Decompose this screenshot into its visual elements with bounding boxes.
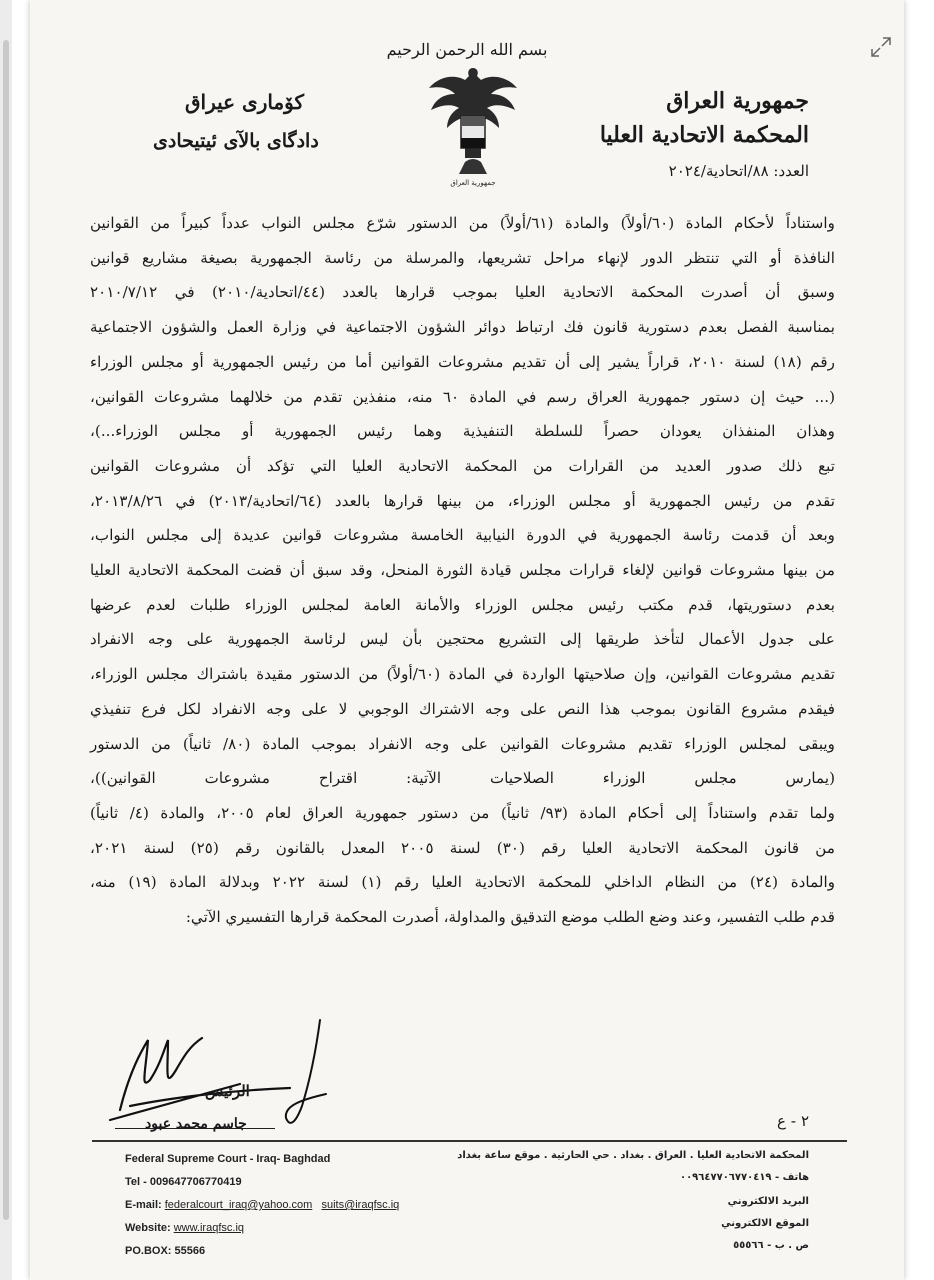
signatory-name: جاسم محمد عبود bbox=[145, 1116, 247, 1132]
court-title-kurdish: دادگاى بالآى ئيتيحادى bbox=[153, 130, 319, 152]
footer-pobox: PO.BOX: 55566 bbox=[125, 1245, 206, 1257]
country-title-kurdish: كۆمارى عيراق bbox=[185, 90, 305, 114]
footer-pobox-ar: ص . ب - ٥٥٥٦٦ bbox=[733, 1240, 809, 1251]
emblem-caption: جمهورية العراق bbox=[450, 179, 496, 187]
footer-website-label-ar: الموقع الالكتروني bbox=[721, 1218, 809, 1229]
body-line: بمناسبة الفصل بعدم دستورية قانون فك ارتباط دوائر الشؤون الاجتماعية في وزارة العمل والشؤون الاجتماعية bbox=[90, 318, 835, 337]
footer-email-link-2[interactable]: suits@iraqfsc.iq bbox=[321, 1199, 400, 1211]
body-line: تقدم من رئيس الجمهورية أو مجلس الوزراء، من بينها قرارها بالعدد (٦٤/اتحادية/٢٠١٣) في ٢٠١٣/٨/٢٦، bbox=[90, 491, 835, 510]
page-number: ٢ - ع bbox=[777, 1112, 809, 1130]
body-line: رقم (١٨) لسنة ٢٠١٠، قراراً يشير إلى أن تقديم مشروعات القوانين أما من رئيس الجمهورية أو مجلس الوزراء bbox=[90, 352, 835, 371]
document-page bbox=[30, 0, 904, 1280]
body-line: والمادة (٢٤) من النظام الداخلي للمحكمة الاتحادية العليا رقم (١) لسنة ٢٠٢٢ وبدلالة المادة (١٩) منه، bbox=[90, 873, 836, 892]
footer-website bbox=[125, 1222, 244, 1234]
body-line: (يمارس مجلس الوزراء الصلاحيات الآتية: اقتراح مشروعات القوانين))، bbox=[90, 769, 835, 788]
body-line: وبعد أن قدمت رئاسة الجمهورية في الدورة النيابية الخامسة مشروعات قوانين عديدة إلى مجلس النواب، bbox=[90, 526, 835, 545]
scrollbar-thumb[interactable] bbox=[3, 40, 9, 1220]
body-line: على جدول الأعمال لتأخذ طريقها إلى التشريع محتجين بأن ليس لرئاسة الجمهورية على وجه الانفراد bbox=[90, 630, 835, 649]
court-title: المحكمة الاتحادية العليا bbox=[599, 122, 809, 148]
body-line: النافذة أو التي تنتظر الدور لإنهاء مراحل تشريعها، والمرسلة من رئاسة الجمهورية بصيغة مشاريع قوانين bbox=[90, 248, 835, 267]
basmala: بسم الله الرحمن الرحيم bbox=[386, 40, 548, 59]
footer-email-label-ar: البريد الالكتروني bbox=[727, 1196, 809, 1207]
body-line: ولما تقدم واستناداً إلى أحكام المادة (٩٣/ ثانياً) من دستور جمهورية العراق لعام ٢٠٠٥، والمادة (٤/ ثانياً) bbox=[90, 803, 836, 822]
footer-email-label: E-mail: bbox=[125, 1199, 162, 1211]
footer-divider bbox=[92, 1140, 847, 1142]
body-line: (... حيث إن دستور جمهورية العراق رسم في المادة ٦٠ منه، منفذين تقدم من خلالهما مشروعات القوانين، bbox=[90, 387, 836, 406]
footer-email bbox=[125, 1199, 399, 1211]
scrollbar[interactable] bbox=[0, 0, 12, 1280]
footer-website-label: Website: bbox=[125, 1222, 171, 1234]
country-title: جمهورية العراق bbox=[666, 88, 809, 114]
footer-address-ar: المحكمة الاتحادية العليا . العراق . بغداد . حي الحارثية . موقع ساعة بغداد bbox=[457, 1150, 809, 1161]
iraq-emblem-icon bbox=[425, 62, 521, 190]
body-line: ويبقى لمجلس الوزراء تقديم مشروعات القوانين على وجه الانفراد بموجب المادة (٨٠/ ثانياً) من الدستور bbox=[90, 734, 835, 753]
document-number: العدد: ٨٨/اتحادية/٢٠٢٤ bbox=[668, 162, 809, 180]
body-line: تبع ذلك صدور العديد من القرارات من المحكمة الاتحادية العليا التي تؤكد أن مشروعات القوانين bbox=[90, 456, 835, 475]
document-body bbox=[90, 206, 835, 935]
footer-court-name: Federal Supreme Court - Iraq- Baghdad bbox=[125, 1153, 331, 1165]
body-line: من قانون المحكمة الاتحادية العليا رقم (٣٠) لسنة ٢٠٠٥ المعدل بالقانون رقم (٢٥) لسنة ٢٠٢١، bbox=[90, 838, 836, 857]
body-line: بعدم دستوريتها، قدم مكتب رئيس مجلس الوزراء والأمانة العامة لمجلس الوزراء طلبات لعدم عرضها bbox=[90, 595, 835, 614]
body-line: تقديم مشروعات القوانين، وإن صلاحيتها الواردة في المادة (٦٠/أولاً) من الدستور مقيدة باشتراك مجلس الوزراء، bbox=[90, 665, 835, 684]
body-line: من بينها مشروعات قوانين لإلغاء قرارات مجلس قيادة الثورة المنحل، وقد سبق أن قضت المحكمة الاتحادية العليا bbox=[90, 561, 835, 580]
body-line: واستناداً لأحكام المادة (٦٠/أولاً) والمادة (٦١/أولاً) من الدستور شرّع مجلس النواب عدداً كبيراً من القوانين bbox=[90, 214, 835, 232]
signatory-title: الرئيس bbox=[205, 1082, 250, 1100]
body-line: فيقدم مشروع القانون بموجب هذا النص على وجه الاشتراك الوجوبي لا على وجه الانفراد لكل فرع تنفيذي bbox=[90, 699, 835, 718]
footer-phone-ar: هاتف - ٠٠٩٦٤٧٧٠٦٧٧٠٤١٩ bbox=[679, 1172, 809, 1183]
footer-website-link[interactable]: www.iraqfsc.iq bbox=[173, 1222, 244, 1234]
body-line: وهذان المنفذان يعودان حصراً للسلطة التنفيذية وهما رئيس الجمهورية أو مجلس الوزراء...)، bbox=[90, 422, 835, 441]
footer-email-link-1[interactable]: federalcourt_iraq@yahoo.com bbox=[164, 1199, 313, 1211]
body-line: وسبق أن أصدرت المحكمة الاتحادية العليا بموجب قرارها بالعدد (٤٤/اتحادية/٢٠١٠) في ٢٠١٠/٧/١٢ bbox=[90, 283, 835, 302]
body-line: قدم طلب التفسير، وعند وضع الطلب موضع التدقيق والمداولة، أصدرت المحكمة قرارها التفسيري الآتي: bbox=[185, 908, 835, 927]
footer-phone: Tel - 009647706770419 bbox=[125, 1176, 242, 1188]
